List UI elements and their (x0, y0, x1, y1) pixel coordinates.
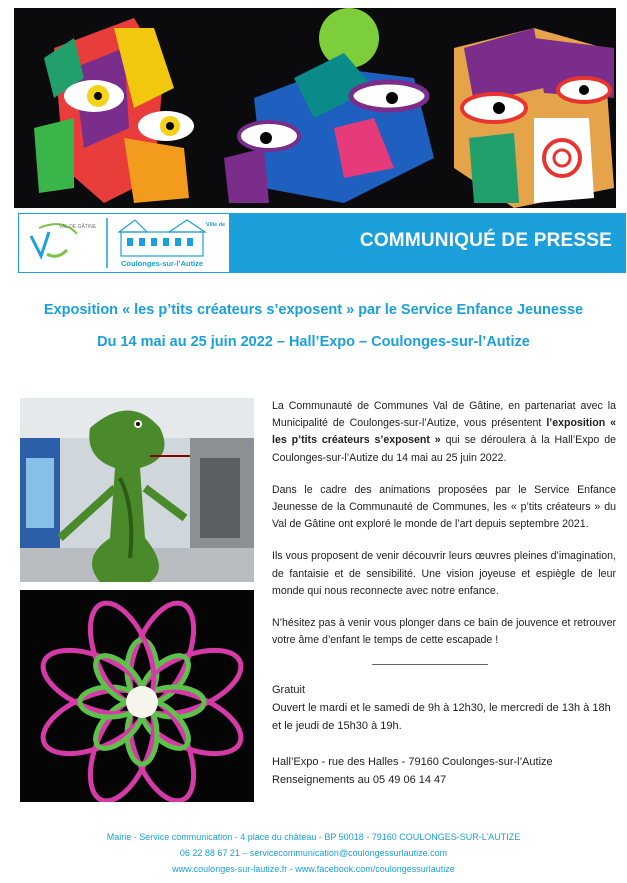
paragraph-proposal: Ils vous proposent de venir découvrir leurs œuvres pleines d’imagination, de fantaisie et de sensibilité. Une vision joyeuse et espiègle de leur monde qui nous reconnecte avec notre enfance. (272, 550, 616, 597)
banner-artwork (14, 8, 616, 208)
dinosaur-photo (20, 398, 254, 582)
header-band (18, 213, 626, 273)
phone-text: Renseignements au 05 49 06 14 47 (272, 774, 447, 787)
separator-line (372, 664, 488, 681)
footer-web-links[interactable]: www.coulonges-sur-lautize.fr - www.facebook.com/coulongessurlautize (172, 864, 455, 874)
flower-illustration (20, 590, 254, 802)
dates-heading: Du 14 mai au 25 juin 2022 – Hall’Expo – Coulonges-sur-l’Autize (97, 334, 530, 350)
footer-contact: 06 22 88 67 21 – servicecommunication@coulongessurlautize.com (179, 848, 448, 858)
opening-hours-text: Ouvert le mardi et le samedi de 9h à 12h30, le mercredi de 13h à 18h et le jeudi de 15h30 à 19h. (272, 702, 611, 733)
article-body (272, 398, 616, 789)
exhibition-name-bold: l’exposition « les p’tits créateurs s’exposent » (272, 417, 616, 447)
footer-address: Mairie - Service communication - 4 place du château - BP 50018 - 79160 COULONGES-SUR-L’AUTIZE (106, 832, 521, 842)
valdegatine-text: VAL DE GÂTINE (59, 224, 97, 230)
logos-box (18, 213, 230, 273)
practical-info (272, 681, 616, 789)
masks-illustration (14, 8, 616, 208)
coulonges-logo-text: Coulonges-sur-l’Autize (121, 259, 204, 268)
price-text: Gratuit (272, 684, 306, 697)
paragraph-invitation: N’hésitez pas à venir vous plonger dans ce bain de jouvence et retrouver votre âme d’enfant le temps de cette escapade ! (272, 617, 616, 647)
paragraph-context: Dans le cadre des animations proposées par le Service Enfance Jeunesse de la Communauté de Communes, les « p’tits créateurs » du Val de Gâtine ont exploré le monde de l’art depuis septembre 2021. (272, 483, 616, 531)
flower-center (126, 686, 158, 718)
paragraph-intro: La Communauté de Communes Val de Gâtine, en partenariat avec la Municipalité de Coulonges-sur-l’Autize, vous présentent l’exposition « les p’tits créateurs s’exposent » qui se déroulera à la Hall’Expo de Coulonges-sur-l’Autize du 14 mai au 25 juin 2022. (272, 400, 616, 464)
address-text: Hall’Expo - rue des Halles - 79160 Coulonges-sur-l’Autize (272, 756, 553, 769)
exhibition-heading: Exposition « les p’tits créateurs s’exposent » par le Service Enfance Jeunesse (43, 302, 584, 318)
press-release-title: COMMUNIQUÉ DE PRESSE (359, 230, 612, 251)
ville-de-text: Ville de (206, 222, 226, 228)
dinosaur-illustration (20, 398, 254, 582)
partner-logos (19, 214, 231, 272)
flower-artwork-photo (20, 590, 254, 802)
